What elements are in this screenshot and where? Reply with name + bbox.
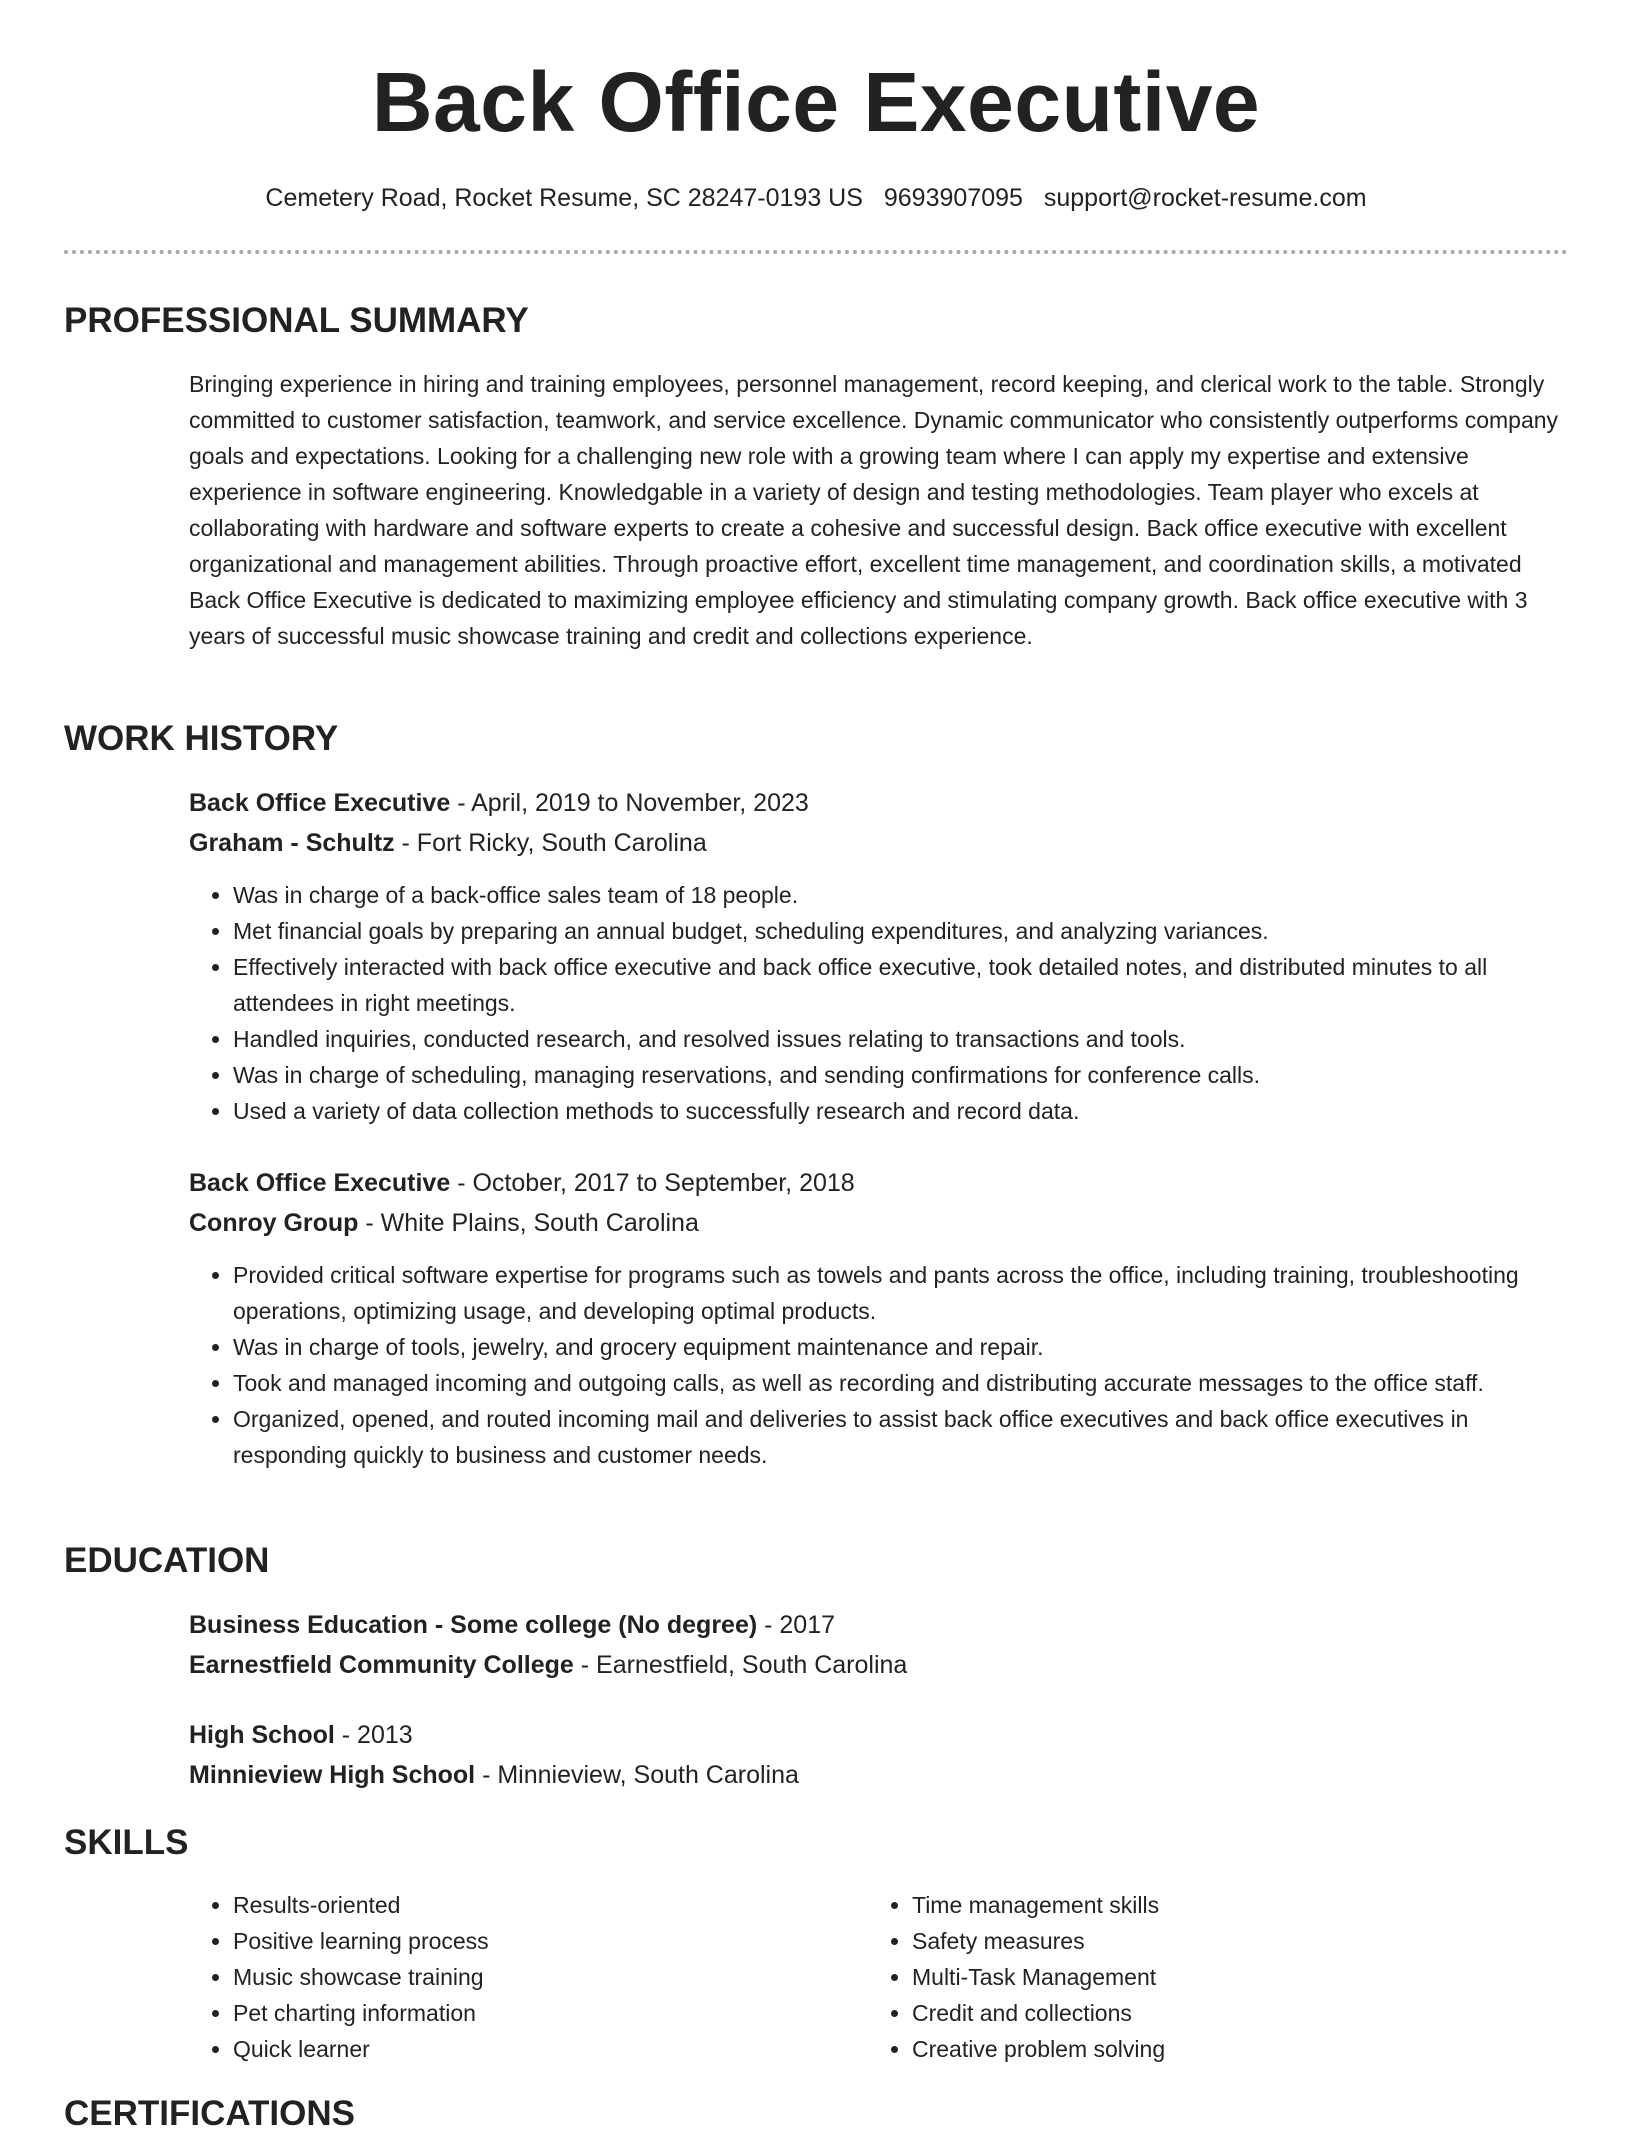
section-title-skills: SKILLS <box>64 1823 189 1862</box>
candidate-name: Back Office Executive <box>371 55 1261 149</box>
list-item: • Was in charge of a back-office sales team of 18 people. <box>233 877 1569 913</box>
education-degree: High School <box>189 1721 335 1749</box>
skill-item: • Positive learning process <box>233 1923 829 1959</box>
list-item: • Effectively interacted with back office executive and back office executive, took detailed notes, and distributed minutes to all attendees in right meetings. <box>233 949 1569 1021</box>
education-1-school-line <box>189 1645 907 1685</box>
education-location: - Earnestfield, South Carolina <box>573 1651 908 1679</box>
skill-item: • Pet charting information <box>233 1995 829 2031</box>
contact-line <box>0 180 1632 216</box>
education-2-degree-line <box>189 1715 413 1755</box>
skill-item: • Safety measures <box>912 1923 1508 1959</box>
job-2-company-line <box>189 1203 699 1243</box>
education-1-degree-line <box>189 1605 835 1645</box>
section-title-work-history: WORK HISTORY <box>64 719 339 758</box>
job-location: - White Plains, South Carolina <box>358 1209 699 1237</box>
list-item: • Took and managed incoming and outgoing calls, as well as recording and distributing accurate messages to the office staff. <box>233 1365 1569 1401</box>
skill-item: • Quick learner <box>233 2031 829 2067</box>
job-company: Graham - Schultz <box>189 829 395 857</box>
section-title-education: EDUCATION <box>64 1541 270 1580</box>
skill-item: • Results-oriented <box>233 1887 829 1923</box>
job-dates: - October, 2017 to September, 2018 <box>450 1169 855 1197</box>
education-school: Earnestfield Community College <box>189 1651 574 1679</box>
job-location: - Fort Ricky, South Carolina <box>394 829 707 857</box>
job-2-bullets <box>189 1257 1569 1473</box>
list-item: • Provided critical software expertise for programs such as towels and pants across the office, including training, troubleshooting operations, optimizing usage, and developing optimal products. <box>233 1257 1569 1329</box>
header-divider <box>64 250 1568 254</box>
education-degree: Business Education - Some college (No degree) <box>189 1611 758 1639</box>
section-title-summary: PROFESSIONAL SUMMARY <box>64 301 529 340</box>
skill-item: • Multi-Task Management <box>912 1959 1508 1995</box>
skill-item: • Creative problem solving <box>912 2031 1508 2067</box>
list-item: • Met financial goals by preparing an annual budget, scheduling expenditures, and analyzing variances. <box>233 913 1569 949</box>
summary-text: Bringing experience in hiring and training employees, personnel management, record keeping, and clerical work to the table. Strongly committed to customer satisfaction, teamwork, and service excellence. Dynamic communicator who consistently outperforms company goals and expectations. Looking for a challenging new role with a growing team where I can apply my expertise and extensive experience in software engineering. Knowledgable in a variety of design and testing methodologies. Team player who excels at collaborating with hardware and software experts to create a cohesive and successful design. Back office executive with excellent organizational and management abilities. Through proactive effort, excellent time management, and coordination skills, a motivated Back Office Executive is dedicated to maximizing employee efficiency and stimulating company growth. Back office executive with 3 years of successful music showcase training and credit and collections experience. <box>189 371 1559 649</box>
job-company: Conroy Group <box>189 1209 359 1237</box>
skills-list-left <box>189 1887 829 2067</box>
skill-item: • Time management skills <box>912 1887 1508 1923</box>
skill-item: • Credit and collections <box>912 1995 1508 2031</box>
contact-phone: 9693907095 <box>883 184 1023 212</box>
education-year: - 2013 <box>334 1721 413 1749</box>
job-role: Back Office Executive <box>189 1169 451 1197</box>
skills-list-right <box>868 1887 1508 2067</box>
contact-email[interactable]: support@rocket-resume.com <box>1043 184 1367 212</box>
list-item: • Organized, opened, and routed incoming mail and deliveries to assist back office executives and back office executives in responding quickly to business and customer needs. <box>233 1401 1569 1473</box>
list-item: • Was in charge of scheduling, managing reservations, and sending confirmations for conference calls. <box>233 1057 1569 1093</box>
section-title-certifications: CERTIFICATIONS <box>64 2094 356 2133</box>
list-item: • Used a variety of data collection methods to successfully research and record data. <box>233 1093 1569 1129</box>
list-item: • Was in charge of tools, jewelry, and grocery equipment maintenance and repair. <box>233 1329 1569 1365</box>
job-1-company-line <box>189 823 707 863</box>
job-2-title-line <box>189 1163 855 1203</box>
job-role: Back Office Executive <box>189 789 451 817</box>
job-1-title-line <box>189 783 809 823</box>
contact-address: Cemetery Road, Rocket Resume, SC 28247-0193 US <box>265 184 863 212</box>
job-dates: - April, 2019 to November, 2023 <box>450 789 809 817</box>
education-year: - 2017 <box>757 1611 836 1639</box>
skill-item: • Music showcase training <box>233 1959 829 1995</box>
education-2-school-line <box>189 1755 799 1795</box>
job-1-bullets <box>189 877 1569 1129</box>
list-item: • Handled inquiries, conducted research, and resolved issues relating to transactions and tools. <box>233 1021 1569 1057</box>
education-location: - Minnieview, South Carolina <box>475 1761 799 1789</box>
education-school: Minnieview High School <box>189 1761 476 1789</box>
